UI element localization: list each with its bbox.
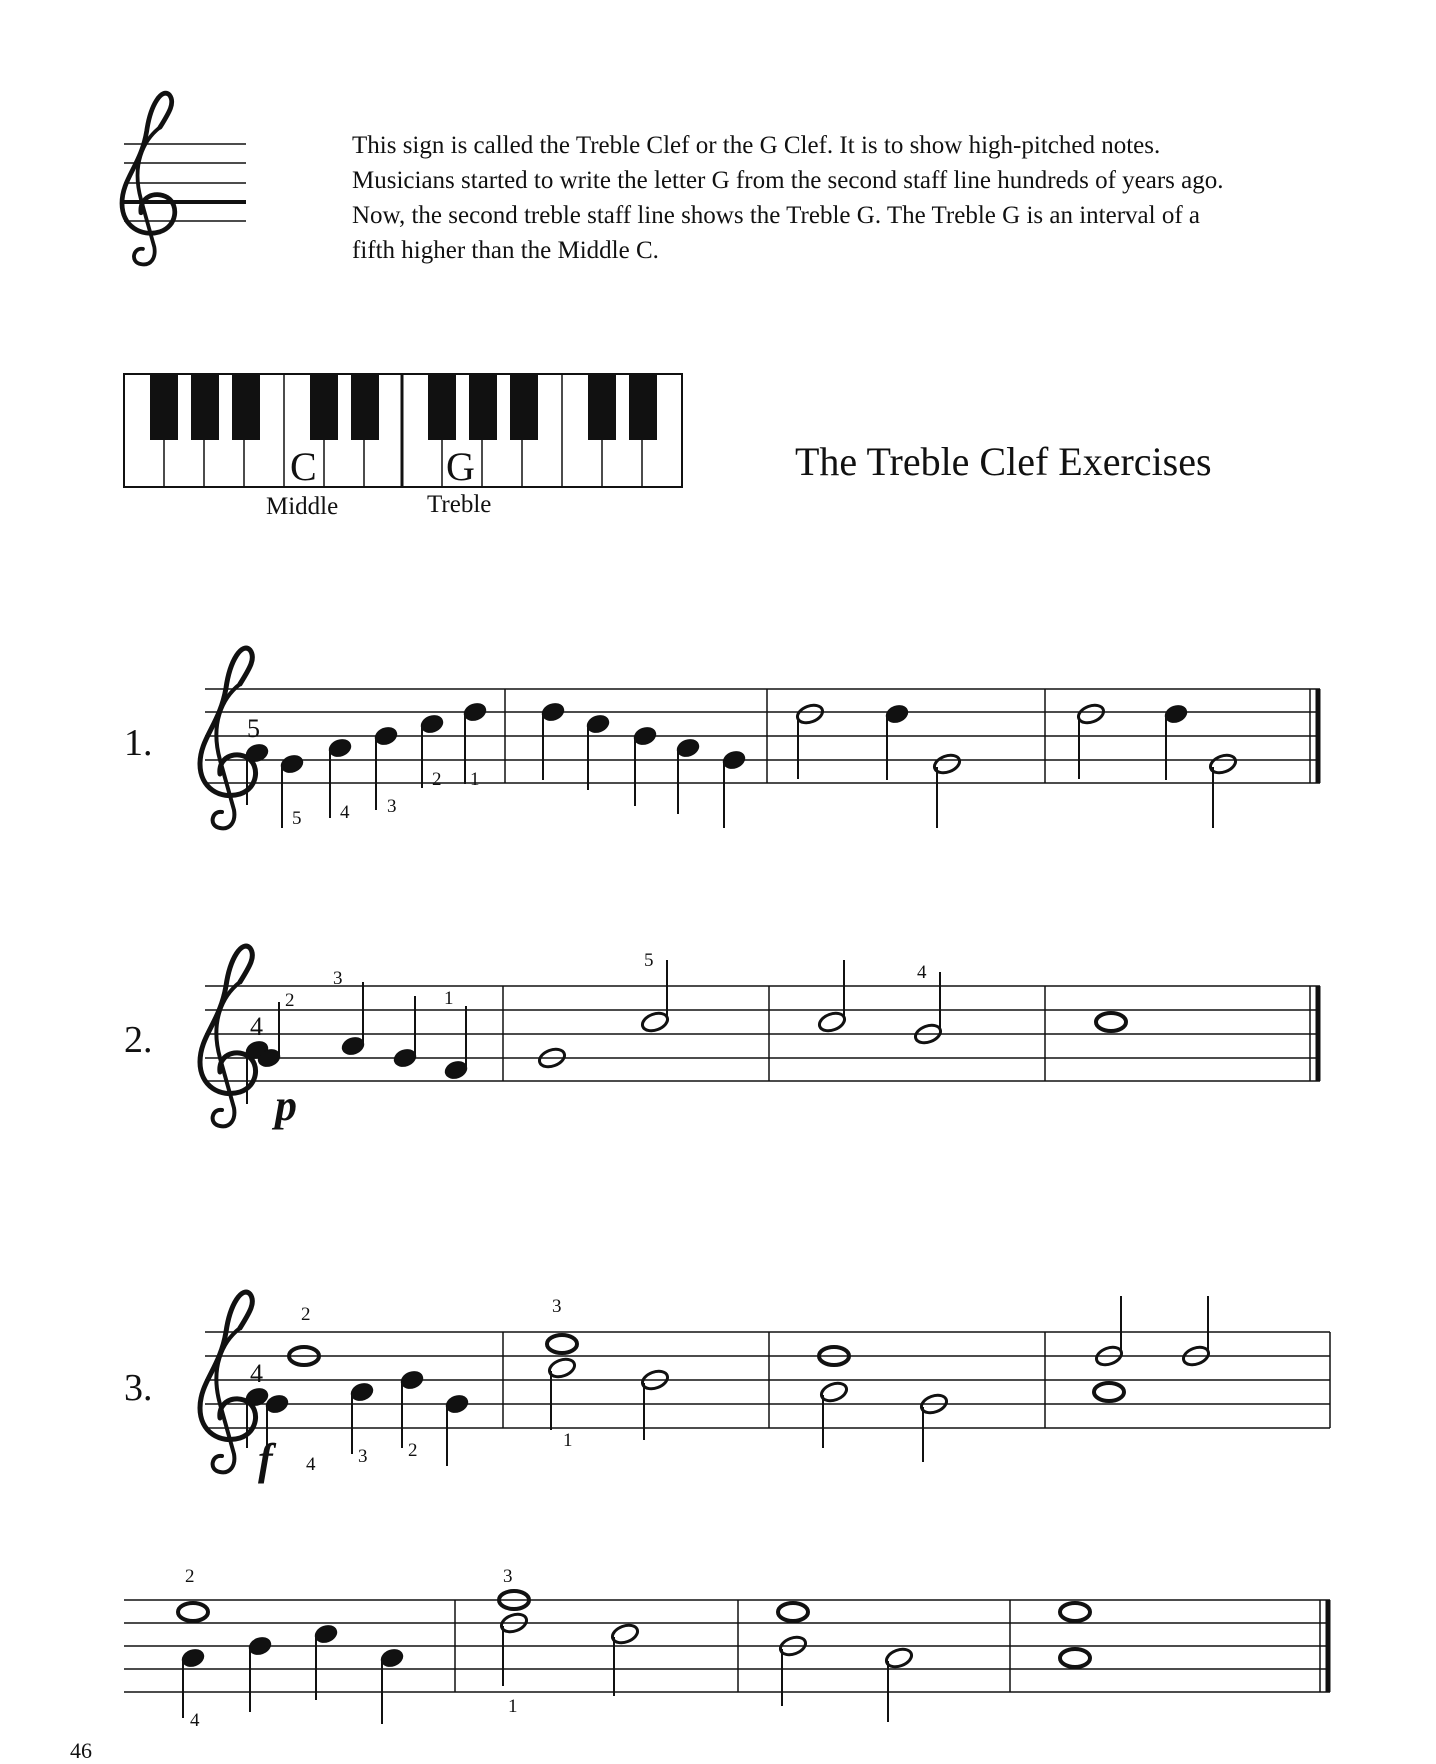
intro-line: Musicians started to write the letter G from the second staff line hundreds of years ago. xyxy=(352,167,1224,194)
fingering-number: 3 xyxy=(387,796,397,817)
exercise-number: 1. xyxy=(124,722,153,764)
intro-line: Now, the second treble staff line shows the Treble G. The Treble G is an interval of a xyxy=(352,202,1200,229)
fingering-number: 4 xyxy=(340,802,350,823)
exercises-title: The Treble Clef Exercises xyxy=(795,439,1212,484)
fingering-number: 3 xyxy=(552,1296,562,1317)
exercise-2 xyxy=(124,946,1320,1130)
notes xyxy=(244,960,1126,1104)
fingering-number: 1 xyxy=(508,1696,518,1717)
fingering-number: 1 xyxy=(444,988,454,1009)
notes xyxy=(178,1591,1090,1724)
key-c-letter: C xyxy=(290,444,317,489)
fingering-number: 2 xyxy=(285,990,295,1011)
fingering-number: 2 xyxy=(185,1566,195,1587)
intro-clef-staff xyxy=(122,93,246,264)
intro-line: This sign is called the Treble Clef or the G Clef. It is to show high-pitched notes. xyxy=(352,132,1161,159)
fingering-number: 3 xyxy=(333,968,343,989)
keyboard-diagram xyxy=(124,374,682,520)
middle-c-label: Middle xyxy=(266,493,339,520)
exercise-3-continued xyxy=(124,1566,1330,1731)
fingering-number: 4 xyxy=(917,962,927,983)
fingering-number: 1 xyxy=(563,1430,573,1451)
exercise-3 xyxy=(124,1292,1330,1484)
key-g-letter: G xyxy=(446,444,475,489)
dynamic-marking: f xyxy=(258,1435,273,1484)
intro-line: fifth higher than the Middle C. xyxy=(352,237,659,264)
dynamic-marking: p xyxy=(275,1081,297,1130)
fingering-number: 2 xyxy=(432,769,442,790)
fingering-number: 4 xyxy=(306,1454,316,1475)
exercise-1 xyxy=(124,648,1320,829)
fingering-number: 5 xyxy=(247,714,260,743)
treble-clef-icon xyxy=(122,93,175,264)
fingering-number: 2 xyxy=(408,1440,418,1461)
fingering-number: 5 xyxy=(292,808,302,829)
intro-paragraph xyxy=(352,128,1352,268)
treble-g-label: Treble xyxy=(427,491,492,518)
fingering-number: 3 xyxy=(358,1446,368,1467)
fingering-number: 2 xyxy=(301,1304,311,1325)
exercise-number: 2. xyxy=(124,1019,153,1061)
fingering-number: 4 xyxy=(250,1359,263,1388)
notes xyxy=(244,1296,1211,1466)
fingering-number: 5 xyxy=(644,950,654,971)
fingering-number: 1 xyxy=(470,769,480,790)
exercise-number: 3. xyxy=(124,1367,153,1409)
fingering-number: 3 xyxy=(503,1566,513,1587)
fingering-number: 4 xyxy=(190,1710,200,1731)
fingering-number: 4 xyxy=(250,1012,263,1041)
page-number: 46 xyxy=(70,1738,92,1763)
